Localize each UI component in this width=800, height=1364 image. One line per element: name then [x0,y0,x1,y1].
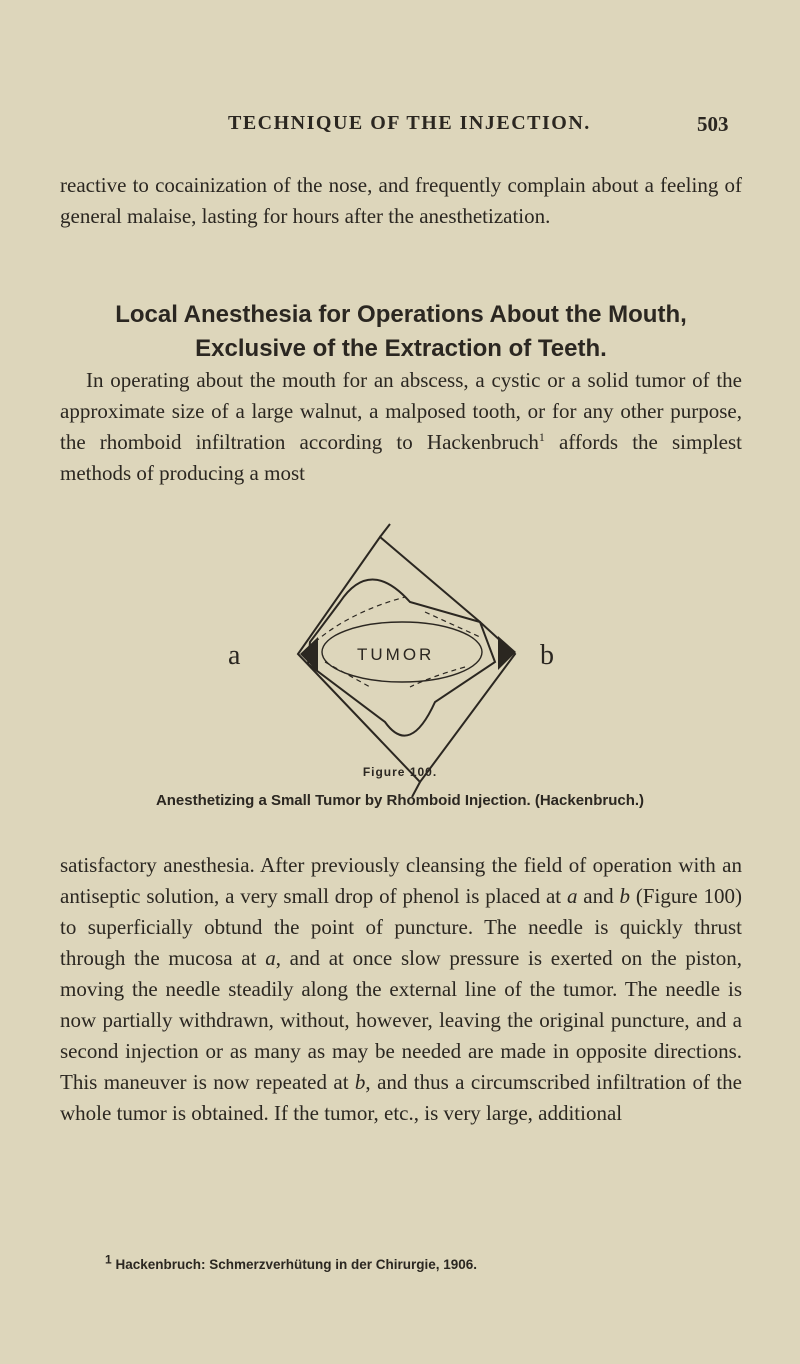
section-heading-line2: Exclusive of the Extraction of Teeth. [195,335,607,362]
injection-path-upper [315,597,405,642]
point-a-ref: a [566,884,578,908]
paragraph-method-text-cont: affords the simplest methods of producing a most [60,430,742,485]
label-b: b [540,640,554,671]
figure-caption: Anesthetizing a Small Tumor by Rhomboid Injection. (Hackenbruch.) [155,792,645,809]
needle-line-top [380,524,390,537]
footnote-ref: 1 [538,430,545,444]
figure-number: Figure 100. [362,765,438,779]
paragraph-method [60,365,742,489]
footnote-text: Hackenbruch: Schmerzverhütung in der Chirurgie, 1906. [111,1257,478,1272]
rhomboid-diagram [180,512,620,797]
procedure-text-2: and [577,884,620,908]
section-heading-line1: Local Anesthesia for Operations About the Mouth, [115,301,687,328]
running-head: TECHNIQUE OF THE INJECTION. [228,112,591,134]
procedure-text-3: (Figure 100) to superficially obtund the point of puncture. The needle is quickly thrust through the mucosa at [60,884,742,970]
paragraph-method-text: In operating about the mouth for an abscess, a cystic or a solid tumor of the approximate size of a large walnut, a malposed tooth, or for any other purpose, the rhomboid infiltration according to Hackenbruch [60,368,742,454]
page-header [0,112,800,142]
tumor-label: TUMOR [357,645,435,664]
point-b-ref-2: b [354,1070,366,1094]
figure-100-diagram [180,512,620,797]
footnote-mark: 1 [105,1252,112,1267]
paragraph-intro: reactive to cocainization of the nose, and frequently complain about a feeling of general malaise, lasting for hours after the anesthetization. [60,173,742,228]
point-a-ref-2: a [265,946,276,970]
paragraph-procedure [60,850,742,1129]
procedure-text-5: , and thus a circumscribed infiltration of the whole tumor is obtained. If the tumor, etc., is very large, additional [60,1070,742,1125]
page-number: 503 [697,112,729,136]
procedure-text-1: satisfactory anesthesia. After previously cleansing the field of operation with an antiseptic solution, a very small drop of phenol is placed at [60,853,742,908]
point-b-ref: b [619,884,630,908]
injection-path-lower [410,667,465,687]
footnote [105,1252,745,1272]
label-a: a [228,640,241,671]
section-heading [60,298,742,366]
procedure-text-4: , and at once slow pressure is exerted on the piston, moving the needle steadily along the external line of the tumor. The needle is now partially withdrawn, without, however, leaving the original puncture, and a second injection or as many as may be needed are made in opposite directions. This maneuver is now repeated at [60,946,742,1094]
